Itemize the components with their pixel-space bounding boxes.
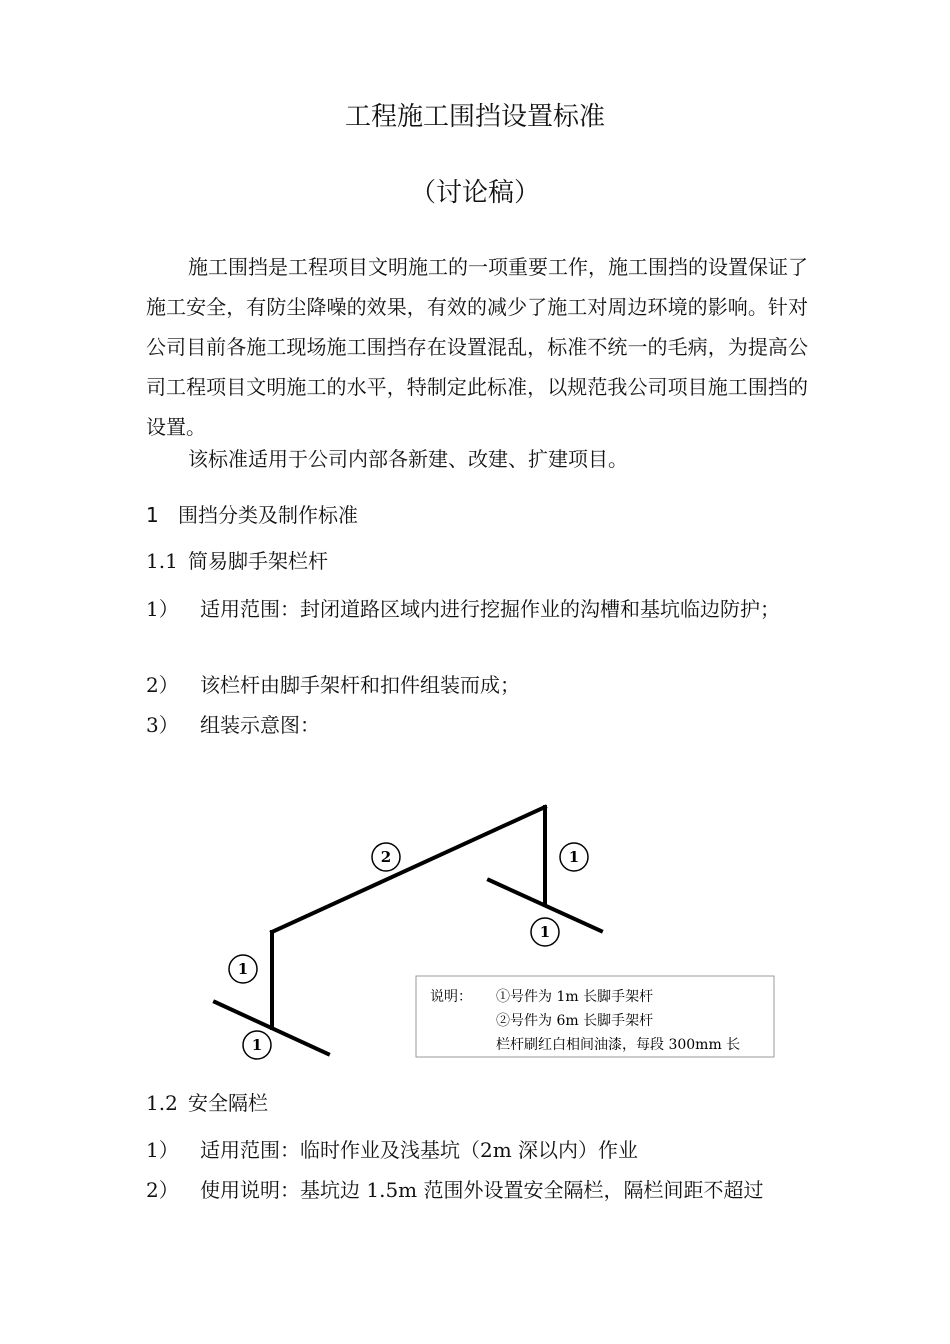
legend-line: ②号件为 6m 长脚手架杆 bbox=[496, 1013, 654, 1029]
list-item-text: 组装示意图： bbox=[200, 713, 320, 737]
legend-title: 说明： bbox=[430, 989, 472, 1005]
list-item bbox=[146, 1170, 808, 1210]
list-item-text: 适用范围：临时作业及浅基坑（2m 深以内）作业 bbox=[200, 1138, 639, 1162]
part-marker-label: 1 bbox=[539, 923, 551, 941]
list-item bbox=[146, 705, 808, 745]
list-item-text: 使用说明：基坑边 1.5m 范围外设置安全隔栏，隔栏间距不超过 bbox=[200, 1178, 764, 1202]
list-item-number: 2） bbox=[146, 673, 179, 697]
document-title: 工程施工围挡设置标准 bbox=[344, 102, 605, 132]
list-item-text: 适用范围：封闭道路区域内进行挖掘作业的沟槽和基坑临边防护； bbox=[200, 597, 780, 621]
section-1-heading bbox=[146, 499, 358, 528]
list-item-number: 1） bbox=[146, 1138, 179, 1162]
list-item bbox=[146, 1130, 808, 1170]
part-marker-label: 1 bbox=[568, 848, 580, 866]
legend-line: 栏杆刷红白相间油漆，每段 300mm 长 bbox=[496, 1037, 741, 1053]
subsection-1-1-title: 简易脚手架栏杆 bbox=[188, 549, 328, 573]
list-item bbox=[146, 589, 808, 629]
subsection-1-2-title: 安全隔栏 bbox=[188, 1091, 268, 1115]
section-1-title: 围挡分类及制作标准 bbox=[178, 503, 358, 527]
scope-paragraph: 该标准适用于公司内部各新建、改建、扩建项目。 bbox=[188, 447, 628, 471]
list-item-number: 1） bbox=[146, 597, 179, 621]
section-1-number: 1 bbox=[146, 503, 159, 527]
subsection-1-1-number: 1.1 bbox=[146, 549, 178, 573]
list-item-number: 3） bbox=[146, 713, 179, 737]
part-marker-label: 1 bbox=[237, 960, 249, 978]
list-item-number: 2） bbox=[146, 1178, 179, 1202]
top-rail-pipe bbox=[272, 807, 545, 932]
part-marker-label: 2 bbox=[380, 848, 392, 866]
part-marker-label: 1 bbox=[251, 1036, 263, 1054]
railing-assembly-diagram bbox=[0, 780, 950, 1080]
legend-line: ①号件为 1m 长脚手架杆 bbox=[496, 989, 654, 1005]
list-item-text: 该栏杆由脚手架杆和扣件组装而成； bbox=[200, 673, 520, 697]
subsection-1-2-number: 1.2 bbox=[146, 1091, 178, 1115]
document-subtitle: （讨论稿） bbox=[409, 178, 540, 208]
subsection-1-2-heading bbox=[146, 1088, 268, 1118]
intro-paragraph: 施工围挡是工程项目文明施工的一项重要工作，施工围挡的设置保证了施工安全，有防尘降噪的效果，有效的减少了施工对周边环境的影响。针对公司目前各施工现场施工围挡存在设置混乱，标准不统一的毛病，为提高公司工程项目文明施工的水平，特制定此标准，以规范我公司项目施工围挡的设置。 bbox=[146, 255, 808, 439]
subsection-1-1-heading bbox=[146, 546, 328, 576]
list-item bbox=[146, 665, 808, 705]
